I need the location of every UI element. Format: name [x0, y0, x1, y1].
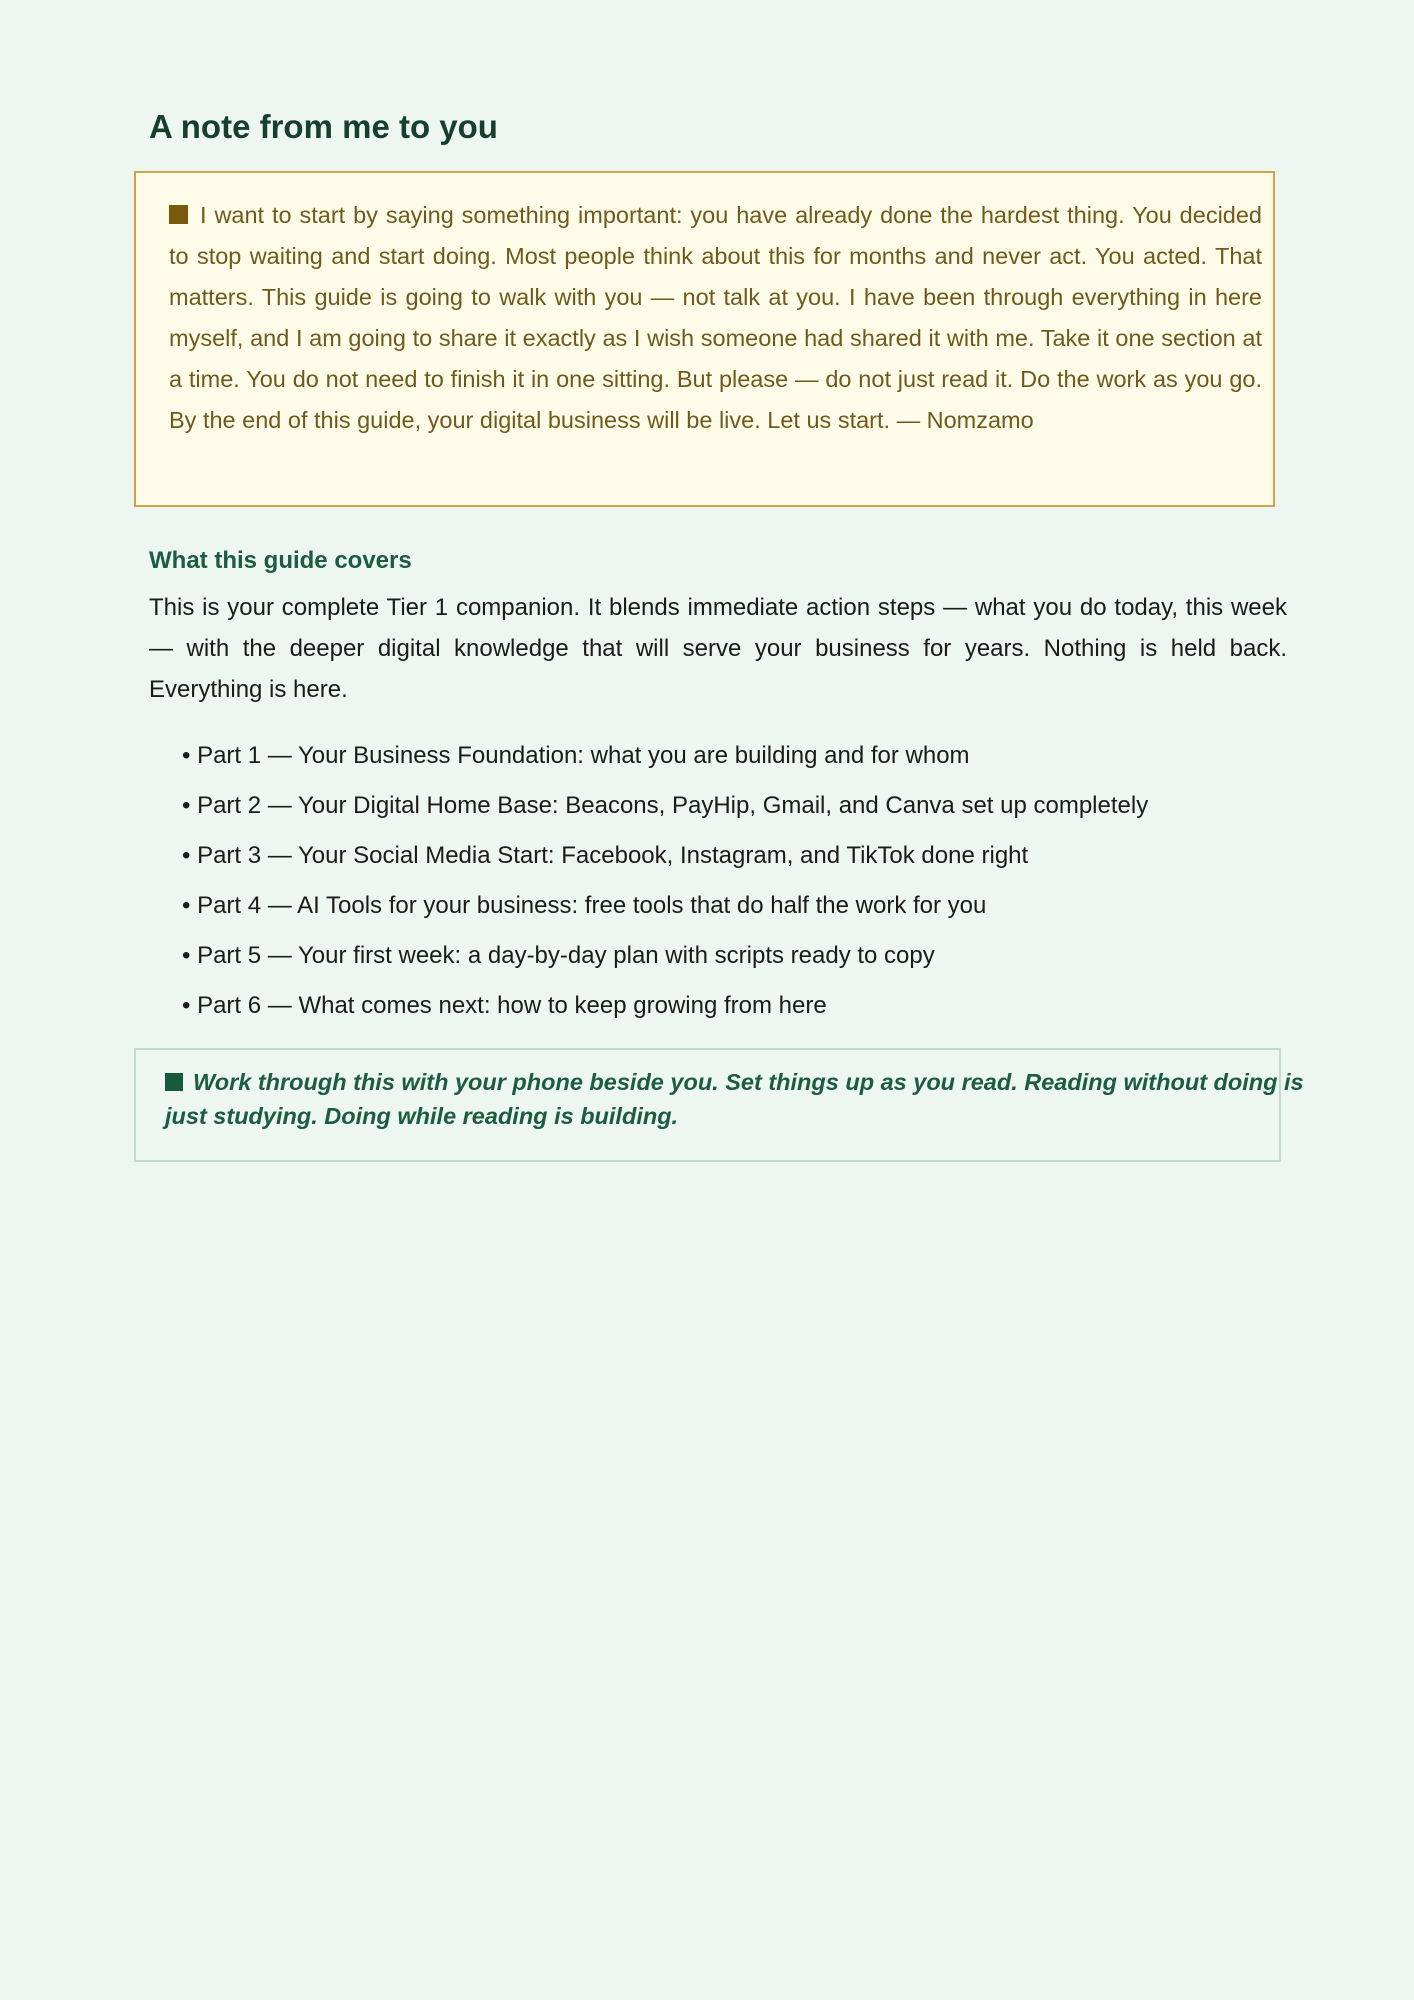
page-title: A note from me to you	[149, 108, 498, 145]
section-intro: This is your complete Tier 1 companion. It blends immediate action steps — what you do today, this week — with the deeper digital knowledge that will serve your business for years. Nothing is held back. Everything is here.	[149, 594, 1287, 703]
list-item: • Part 6 — What comes next: how to keep growing from here	[182, 992, 827, 1019]
list-item: • Part 3 — Your Social Media Start: Facebook, Instagram, and TikTok done right	[182, 842, 1029, 869]
personal-note-box	[134, 171, 1275, 507]
note-text: I want to start by saying something important: you have already done the hardest thing. You decided to stop waiting and start doing. Most people think about this for months and never act. You acted. That matters. This guide is going to walk with you — not talk at you. I have been through everything in here myself, and I am going to share it exactly as I wish someone had shared it with me. Take it one section at a time. You do not need to finish it in one sitting. But please — do not just read it. Do the work as you go. By the end of this guide, your digital business will be live. Let us start. — Nomzamo	[169, 202, 1262, 433]
note-paragraph	[169, 195, 1262, 441]
tip-text: Work through this with your phone beside you. Set things up as you read. Reading without doing is just studying. Doing while reading is building.	[165, 1069, 1304, 1129]
tip-box	[134, 1048, 1304, 1162]
section-heading: What this guide covers	[149, 547, 412, 574]
list-item: • Part 1 — Your Business Foundation: what you are building and for whom	[182, 742, 970, 769]
tip-paragraph	[165, 1065, 1325, 1133]
list-item: • Part 4 — AI Tools for your business: free tools that do half the work for you	[182, 892, 987, 919]
list-item: • Part 2 — Your Digital Home Base: Beacons, PayHip, Gmail, and Canva set up completely	[182, 792, 1149, 819]
parts-list	[182, 731, 1148, 1031]
square-bullet-icon	[165, 1073, 183, 1091]
list-item: • Part 5 — Your first week: a day-by-day plan with scripts ready to copy	[182, 942, 935, 969]
square-bullet-icon	[169, 205, 188, 224]
